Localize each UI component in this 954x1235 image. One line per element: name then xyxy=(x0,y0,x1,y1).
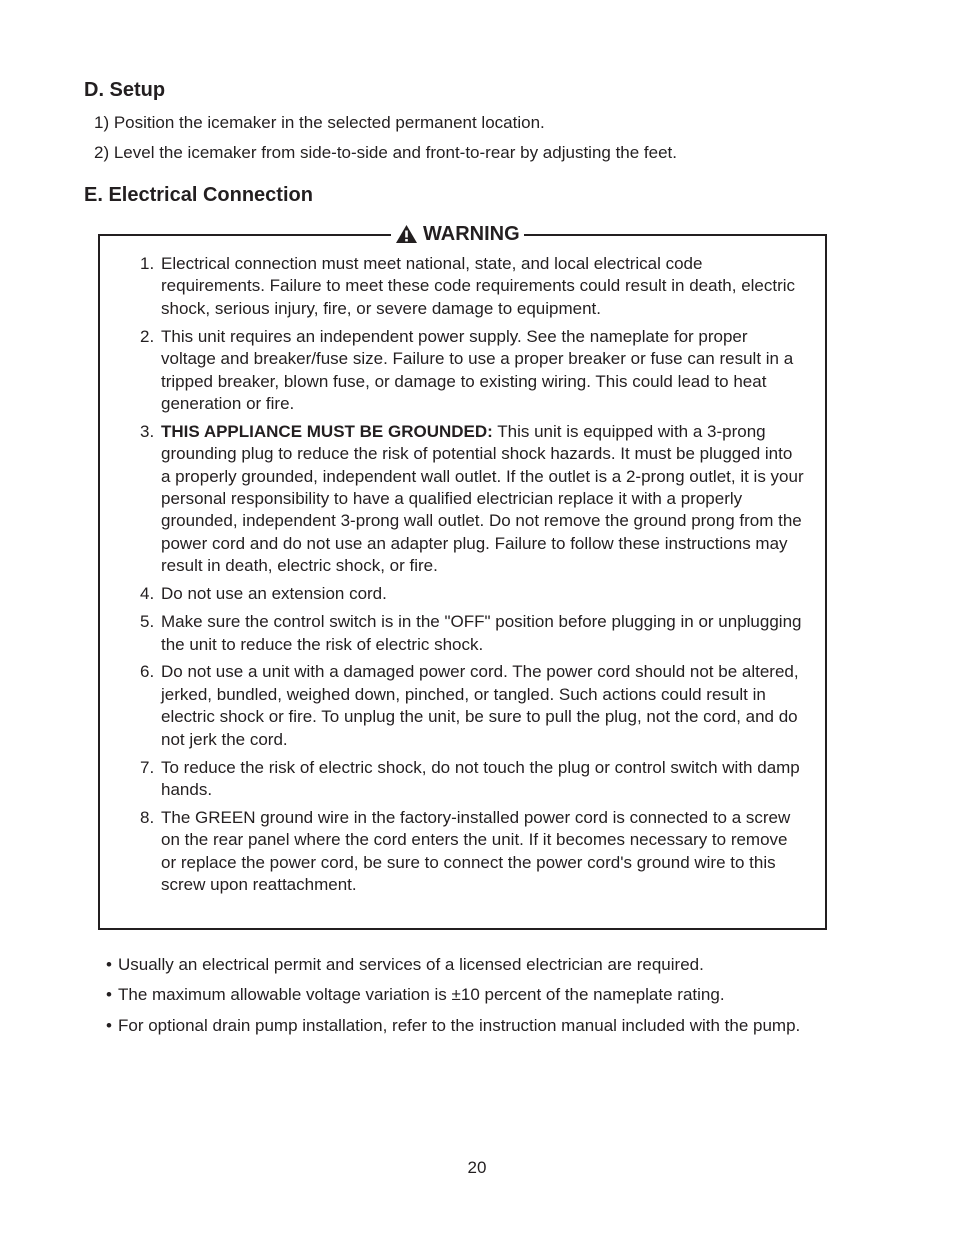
bullet-dot: • xyxy=(106,1015,112,1035)
warning-item-number: 5. xyxy=(140,612,155,632)
warning-item-text: Make sure the control switch is in the "OFF" position before plugging in or unplugging the unit to reduce the risk of electric shock. xyxy=(161,612,802,654)
electrical-note-text: The maximum allowable voltage variation is ±10 percent of the nameplate rating. xyxy=(118,985,725,1005)
electrical-note xyxy=(106,1015,826,1037)
warning-item xyxy=(140,253,805,320)
warning-item-number: 3. xyxy=(140,421,155,441)
electrical-note-text: For optional drain pump installation, refer to the instruction manual included with the pump. xyxy=(118,1015,801,1035)
warning-item-bold-text: THIS APPLIANCE MUST BE GROUNDED: xyxy=(161,421,493,441)
warning-item-text: The GREEN ground wire in the factory-installed power cord is connected to a screw on the rear panel where the cord enters the unit. If it becomes necessary to remove or replace the power cord, be sure to connect the power cord's ground wire to this screw upon reattachment. xyxy=(161,807,791,895)
warning-item-number: 7. xyxy=(140,757,155,777)
warning-item-text: To reduce the risk of electric shock, do not touch the plug or control switch with damp hands. xyxy=(161,757,800,799)
warning-item xyxy=(140,757,805,802)
warning-box xyxy=(98,223,827,930)
electrical-note xyxy=(106,954,826,976)
bullet-dot: • xyxy=(106,955,112,974)
warning-item-text: This unit requires an independent power supply. See the nameplate for proper voltage and breaker/fuse size. Failure to use a proper breaker or fuse can result in a tripped breaker, blown fuse, or damage to existing wiring. This could lead to heat generation or fire. xyxy=(161,326,794,413)
warning-item-number: 6. xyxy=(140,662,155,682)
warning-item-number: 2. xyxy=(140,326,155,346)
warning-item xyxy=(140,661,805,751)
page-number: 20 xyxy=(467,1158,487,1177)
warning-item xyxy=(140,807,805,897)
warning-item-number: 1. xyxy=(140,254,155,273)
warning-triangle-icon xyxy=(395,224,418,244)
warning-label-text: WARNING xyxy=(423,223,520,245)
warning-item-text: This unit is equipped with a 3-prong grounding plug to reduce the risk of potential shock hazards. It must be plugged into a properly grounded, independent wall outlet. If the outlet is a 2-prong outlet, it is your personal responsibility to have a qualified electrician replace it with a properly grounded, independent 3-prong wall outlet. Do not remove the ground prong from the power cord and do not use an adapter plug. Failure to follow these instructions may result in death, electric shock, or fire. xyxy=(161,421,804,576)
warning-item-number: 8. xyxy=(140,807,155,827)
setup-steps-list xyxy=(94,113,894,173)
warning-item-number: 4. xyxy=(140,584,155,604)
warning-item-text: Do not use an extension cord. xyxy=(161,584,387,604)
setup-step: 1) Position the icemaker in the selected permanent location. xyxy=(94,113,545,132)
warning-item-text: Do not use a unit with a damaged power cord. The power cord should not be altered, jerked, bundled, weighed down, pinched, or tangled. Such actions could result in electric shock or fire. To unplug the unit, be sure to pull the plug, not the cord, and do not jerk the cord. xyxy=(161,662,799,749)
electrical-note xyxy=(106,984,826,1006)
warning-label xyxy=(391,222,524,246)
warning-item xyxy=(140,326,805,416)
warning-item xyxy=(140,611,805,656)
warning-items-list xyxy=(140,253,805,902)
bullet-dot: • xyxy=(106,985,112,1005)
warning-item-text: Electrical connection must meet national, state, and local electrical code requirements. Failure to meet these code requirements could result in death, electric shock, serious injury, fire, or severe damage to equipment. xyxy=(161,254,796,318)
electrical-notes-list xyxy=(106,954,826,1045)
warning-item xyxy=(140,421,805,578)
section-heading-setup: D. Setup xyxy=(84,79,166,101)
setup-step: 2) Level the icemaker from side-to-side and front-to-rear by adjusting the feet. xyxy=(94,143,678,162)
warning-item xyxy=(140,583,805,605)
section-heading-electrical: E. Electrical Connection xyxy=(84,184,313,206)
electrical-note-text: Usually an electrical permit and services of a licensed electrician are required. xyxy=(118,955,704,974)
